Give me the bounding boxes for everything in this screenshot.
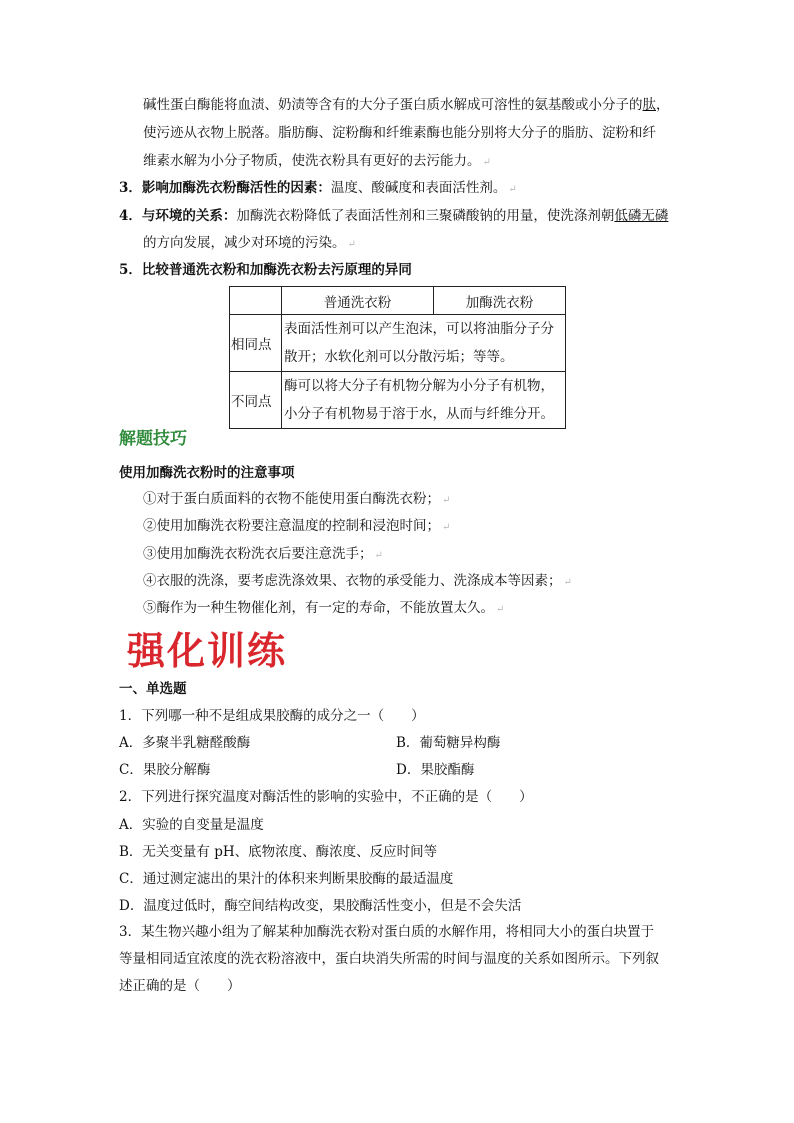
question-2-option-a: A．实验的自变量是温度 [119,817,264,833]
item-3-text: 温度、酸碱度和表面活性剂。 [330,180,507,196]
question-1-option-d: D．果胶酯酶 [396,762,475,778]
underlined-text: 低磷无磷 [614,208,669,224]
question-2-option-b: B．无关变量有 pH、底物浓度、酶浓度、反应时间等 [119,844,438,860]
question-3-stem-line-1: 3．某生物兴趣小组为了解某种加酶洗衣粉对蛋白质的水解作用，将相同大小的蛋白块置于 [119,924,655,940]
paragraph-mark-icon: ↵ [442,522,451,533]
table-row [230,372,566,429]
paragraph-mark-icon: ↵ [563,577,572,588]
text: ②使用加酶洗衣粉要注意温度的控制和浸泡时间； [143,518,440,534]
item-5-heading: 5．比较普通洗衣粉和加酶洗衣粉去污原理的异同 [119,262,412,278]
paragraph-mark-icon: ↵ [442,495,451,506]
table-row [230,315,566,372]
section-title: 一、单选题 [119,681,187,697]
question-2-option-c: C．通过测定滤出的果汁的体积来判断果胶酶的最适温度 [119,871,454,887]
item-4-label: 4．与环境的关系： [119,208,237,224]
table-cell-line: 小分子有机物易于溶于水，从而与纤维分开。 [284,406,554,422]
tip-item [143,489,450,511]
question-2-stem: 2．下列进行探究温度对酶活性的影响的实验中，不正确的是（ ） [119,789,533,805]
comparison-table [229,286,566,429]
paragraph-mark-icon: ↵ [482,157,491,168]
paragraph-mark-icon: ↵ [508,184,517,195]
question-1-stem: 1．下列哪一种不是组成果胶酶的成分之一（ ） [119,708,425,724]
item-4-text: 的方向发展，减少对环境的污染。 [143,235,346,251]
text: ， [656,97,670,113]
table-cell-line: 散开；水软化剂可以分散污垢；等等。 [284,349,514,365]
question-1-option-b: B．葡萄糖异构酶 [396,735,501,751]
table-row-label: 相同点 [230,315,282,372]
question-1-option-a: A．多聚半乳糖醛酸酶 [119,735,251,751]
text: 碱性蛋白酶能将血渍、奶渍等含有的大分子蛋白质水解成可溶性的氨基酸或小分子的 [143,97,643,113]
text: ③使用加酶洗衣粉洗衣后要注意洗手； [143,546,373,562]
paragraph-mark-icon: ↵ [496,604,505,615]
table-header-cell: 普通洗衣粉 [282,287,434,315]
training-banner: 强化训练 [127,629,288,673]
paragraph-line-3 [143,151,491,173]
tip-item [143,516,450,538]
question-3-stem-line-3: 述正确的是（ ） [119,978,241,994]
item-3-label: 3．影响加酶洗衣粉酶活性的因素： [119,180,331,196]
tips-subheading: 使用加酶洗衣粉时的注意事项 [119,465,295,481]
text: ⑤酶作为一种生物催化剂，有一定的寿命，不能放置太久。 [143,600,494,616]
text: 维素水解为小分子物质，使洗衣粉具有更好的去污能力。 [143,153,481,169]
table-header-cell: 加酶洗衣粉 [434,287,566,315]
table-cell [282,372,566,429]
table-row-label: 不同点 [230,372,282,429]
table-cell [282,315,566,372]
item-4-text: 加酶洗衣粉降低了表面活性剂和三聚磷酸钠的用量，使洗涤剂朝 [236,208,615,224]
item-4-line-1 [119,206,668,226]
paragraph-line-2: 使污迹从衣物上脱落。脂肪酶、淀粉酶和纤维素酶也能分别将大分子的脂肪、淀粉和纤 [143,125,656,141]
text: ④衣服的洗涤，要考虑洗涤效果、衣物的承受能力、洗涤成本等因素； [143,573,562,589]
item-3 [119,178,517,200]
paragraph-line-1 [143,95,670,115]
paragraph-mark-icon: ↵ [347,239,356,250]
paragraph-mark-icon: ↵ [374,550,383,561]
table-cell-line: 酶可以将大分子有机物分解为小分子有机物， [284,378,554,394]
question-1-option-c: C．果胶分解酶 [119,762,211,778]
section-heading-tips: 解题技巧 [119,429,187,449]
table-cell-line: 表面活性剂可以产生泡沫，可以将油脂分子分 [284,321,554,337]
question-2-option-d: D．温度过低时，酶空间结构改变，果胶酶活性变小，但是不会失活 [119,898,522,914]
table-header-row [230,287,566,315]
text: ①对于蛋白质面料的衣物不能使用蛋白酶洗衣粉； [143,491,440,507]
tip-item [143,544,383,566]
underlined-text: 肽 [642,97,656,113]
tip-item [143,598,504,620]
table-corner-cell [230,287,282,315]
item-4-line-2 [143,233,356,255]
question-3-stem-line-2: 等量相同适宜浓度的洗衣粉溶液中，蛋白块消失所需的时间与温度的关系如图所示。下列叙 [119,951,659,967]
tip-item [143,571,572,593]
